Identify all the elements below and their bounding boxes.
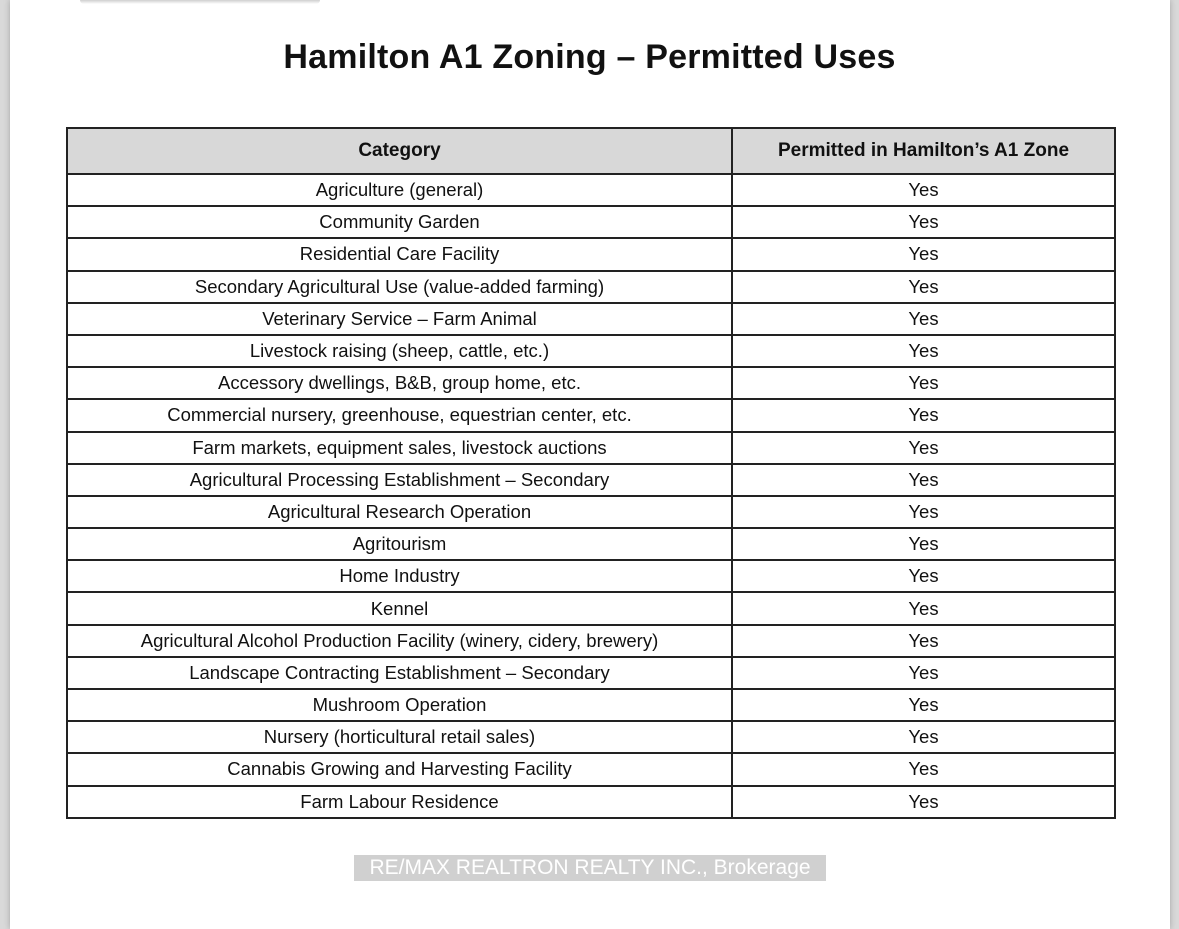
table-row [67, 528, 1115, 560]
permitted-cell: Yes [732, 592, 1115, 624]
table-row [67, 753, 1115, 785]
page-title: Hamilton A1 Zoning – Permitted Uses [283, 38, 896, 76]
category-cell: Home Industry [67, 560, 732, 592]
category-cell: Secondary Agricultural Use (value-added farming) [67, 271, 732, 303]
category-cell: Agricultural Processing Establishment – Secondary [67, 464, 732, 496]
category-column-header: Category [67, 128, 732, 174]
permitted-cell: Yes [732, 560, 1115, 592]
permitted-cell: Yes [732, 206, 1115, 238]
category-cell: Residential Care Facility [67, 238, 732, 270]
table-row [67, 657, 1115, 689]
permitted-cell: Yes [732, 528, 1115, 560]
table-body [67, 174, 1115, 818]
category-cell: Agricultural Alcohol Production Facility (winery, cidery, brewery) [67, 625, 732, 657]
category-cell: Mushroom Operation [67, 689, 732, 721]
table-row [67, 560, 1115, 592]
category-cell: Cannabis Growing and Harvesting Facility [67, 753, 732, 785]
permitted-cell: Yes [732, 399, 1115, 431]
table-row [67, 367, 1115, 399]
permitted-cell: Yes [732, 753, 1115, 785]
table-header-row [67, 128, 1115, 174]
permitted-cell: Yes [732, 271, 1115, 303]
previous-page-edge [80, 0, 320, 4]
table-row [67, 786, 1115, 818]
table-row [67, 721, 1115, 753]
permitted-cell: Yes [732, 786, 1115, 818]
table-row [67, 625, 1115, 657]
table-row [67, 399, 1115, 431]
permitted-cell: Yes [732, 496, 1115, 528]
permitted-cell: Yes [732, 335, 1115, 367]
category-cell: Livestock raising (sheep, cattle, etc.) [67, 335, 732, 367]
category-cell: Agriculture (general) [67, 174, 732, 206]
permitted-cell: Yes [732, 367, 1115, 399]
category-cell: Community Garden [67, 206, 732, 238]
permitted-cell: Yes [732, 689, 1115, 721]
permitted-cell: Yes [732, 174, 1115, 206]
table-row [67, 174, 1115, 206]
category-cell: Accessory dwellings, B&B, group home, etc. [67, 367, 732, 399]
category-cell: Kennel [67, 592, 732, 624]
permitted-cell: Yes [732, 238, 1115, 270]
table-row [67, 592, 1115, 624]
permitted-cell: Yes [732, 432, 1115, 464]
permitted-cell: Yes [732, 625, 1115, 657]
table-row [67, 206, 1115, 238]
table-row [67, 238, 1115, 270]
category-cell: Agritourism [67, 528, 732, 560]
table-row [67, 689, 1115, 721]
permitted-cell: Yes [732, 464, 1115, 496]
permitted-cell: Yes [732, 303, 1115, 335]
permitted-uses-table [66, 127, 1116, 819]
permitted-cell: Yes [732, 657, 1115, 689]
category-cell: Nursery (horticultural retail sales) [67, 721, 732, 753]
category-cell: Veterinary Service – Farm Animal [67, 303, 732, 335]
table-row [67, 496, 1115, 528]
brokerage-watermark: RE/MAX REALTRON REALTY INC., Brokerage [354, 855, 826, 881]
table-row [67, 271, 1115, 303]
permitted-cell: Yes [732, 721, 1115, 753]
table-row [67, 464, 1115, 496]
table-row [67, 303, 1115, 335]
category-cell: Agricultural Research Operation [67, 496, 732, 528]
permitted-column-header: Permitted in Hamilton’s A1 Zone [732, 128, 1115, 174]
table-row [67, 335, 1115, 367]
category-cell: Commercial nursery, greenhouse, equestrian center, etc. [67, 399, 732, 431]
category-cell: Farm Labour Residence [67, 786, 732, 818]
table-row [67, 432, 1115, 464]
category-cell: Landscape Contracting Establishment – Secondary [67, 657, 732, 689]
category-cell: Farm markets, equipment sales, livestock auctions [67, 432, 732, 464]
